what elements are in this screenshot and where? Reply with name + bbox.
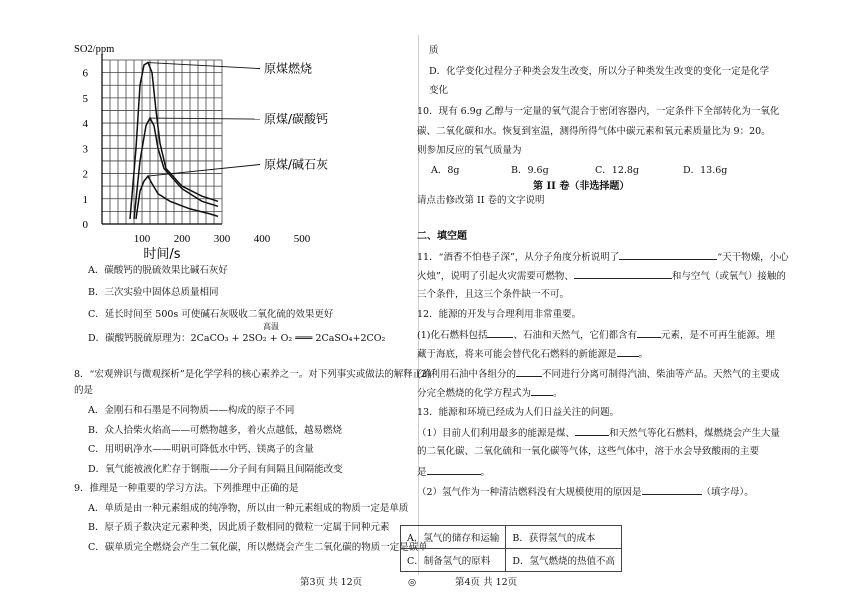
y-axis-label: SO2/ppm [74, 44, 115, 55]
q8-option-a: A．金刚石和石墨是不同物质——构成的原子不同 [88, 405, 295, 416]
q11-blank-2[interactable] [574, 269, 672, 279]
q11-line3: 三个条件，且这三个条件缺一不可。 [417, 289, 570, 300]
q8-option-c: C．用明矾净水——明矾可降低水中钙、镁离子的含量 [88, 444, 314, 455]
volume-ii-note[interactable]: 请点击修改第 II 卷的文字说明 [417, 195, 545, 206]
q12-1-blank-2[interactable] [637, 328, 661, 338]
q13-part1-end [417, 465, 490, 480]
q7-option-a: A．碳酸钙的脱硫效果比碱石灰好 [88, 265, 228, 276]
q13-2-blank[interactable] [642, 485, 702, 495]
q12-stem: 12．能源的开发与合理利用非常重要。 [417, 309, 582, 320]
q12-2-text-c: 分完全燃烧的化学方程式为 [417, 388, 532, 399]
y-tick-label: 1 [82, 193, 88, 206]
series-label: 原煤/碳酸钙 [264, 112, 329, 127]
series-leader-line [150, 118, 260, 119]
q13-1-text-d: 。 [480, 467, 491, 478]
q7-option-c: C．延长时间至 500s 可使碱石灰吸收二氧化硫的效果更好 [88, 309, 334, 320]
page-number-right: 第4页 共 12页 [455, 577, 518, 588]
q8-option-d: D．氧气能被液化贮存于钢瓶——分子间有间隔且间隔能改变 [88, 464, 343, 475]
y-tick-label: 5 [82, 92, 88, 105]
fill-in-section-title: 二、填空题 [417, 231, 467, 242]
q13-part2 [417, 485, 754, 500]
q12-2-blank-2[interactable] [531, 386, 553, 396]
q10-option-b: B．9.6g [511, 165, 549, 176]
q13-part1 [417, 426, 780, 441]
choice-cell-b[interactable]: B．获得氢气的成本 [506, 526, 622, 549]
q11-line1 [417, 250, 789, 265]
q12-part2-cont [417, 386, 563, 401]
series-leader-line [148, 63, 260, 69]
choice-cell-c[interactable]: C．制备氢气的原料 [401, 549, 506, 572]
q10-stem: 10．现有 6.9g 乙醇与一定量的氧气混合于密闭容器内，一定条件下全部转化为一氧化 [417, 106, 780, 117]
q13-1-text-c: 是 [417, 467, 427, 478]
q7-option-b: B．三次实验中固体总质量相同 [88, 287, 219, 298]
q12-part2 [417, 367, 779, 382]
q11-line2 [417, 269, 786, 284]
x-tick-label: 400 [253, 233, 271, 245]
y-tick-label: 4 [82, 118, 88, 131]
q10-option-d: D．13.6g [683, 165, 728, 176]
q9-option-d: D．化学变化过程分子种类会发生改变，所以分子种类发生改变的变化一定是化学 [429, 66, 770, 77]
q9-option-d-cont: 变化 [429, 85, 449, 96]
choice-cell-a[interactable]: A．氢气的储存和运输 [401, 526, 506, 549]
q13-2-text-a: （2）氢气作为一种清洁燃料没有大规模使用的原因是 [417, 487, 642, 498]
x-axis-label: 时间/s [143, 247, 181, 260]
q12-1-text-b: 、石油和天然气，它们都含有 [513, 330, 637, 341]
x-tick-label: 300 [213, 233, 231, 245]
table-row [401, 526, 622, 549]
q12-1-text-e: 。 [638, 349, 649, 360]
y-tick-label: 2 [82, 168, 88, 181]
series-label: 原煤/碱石灰 [264, 157, 329, 172]
q13-1-blank-2[interactable] [427, 465, 481, 475]
q9-stem: 9．推理是一种重要的学习方法。下列推理中正确的是 [74, 483, 299, 494]
q12-2-text-d: 。 [553, 388, 563, 399]
series-label: 原煤燃烧 [264, 61, 313, 76]
q8-stem: 8．“宏观辨识与微观探析”是化学学科的核心素养之一。对下列事实或做法的解释正确 [74, 369, 432, 380]
q12-1-text-d: 藏于海底，将来可能会替代化石燃料的新能源是 [417, 349, 617, 360]
q10-stem-end: 则参加反应的氧气质量为 [417, 145, 522, 156]
q9-option-a: A．单质是由一种元素组成的纯净物，所以由一种元素组成的物质一定是单质 [88, 503, 409, 514]
x-tick-label: 200 [173, 233, 191, 245]
y-tick-label: 0 [82, 219, 88, 231]
q12-2-text-b: 不同进行分离可制得汽油、柴油等产品。天然气的主要成 [541, 369, 780, 380]
x-tick-label: 100 [133, 233, 151, 245]
q13-stem: 13．能源和环境已经成为人们日益关注的问题。 [417, 407, 620, 418]
q11-text-b: “天干物燥，小心 [717, 252, 789, 263]
q12-1-text-a: (1)化石燃料包括 [417, 330, 488, 341]
q12-2-text-a: (2)利用石油中各组分的 [417, 369, 516, 380]
q12-1-text-c: 元素，是不可再生能源。埋 [660, 330, 775, 341]
q13-1-text-a: （1）目前人们利用最多的能源是煤、 [417, 428, 576, 439]
q13-choice-table [400, 525, 622, 572]
q13-1-blank-1[interactable] [575, 426, 609, 436]
y-tick-label: 3 [82, 143, 88, 156]
q11-blank-1[interactable] [619, 250, 717, 260]
q12-1-blank-1[interactable] [487, 328, 513, 338]
q12-1-blank-3[interactable] [617, 347, 639, 357]
q12-2-blank-1[interactable] [516, 367, 542, 377]
q11-text-c: 火烛”，说明了引起火灾需要可燃物、 [417, 271, 574, 282]
q13-2-text-b: （填字母）。 [701, 487, 754, 498]
x-tick-label: 500 [293, 233, 311, 245]
y-tick-label: 6 [82, 67, 88, 80]
q11-text-a: 11．“酒香不怕巷子深”，从分子角度分析说明了 [417, 252, 620, 263]
center-mark: ◎ [408, 577, 417, 588]
q13-part1-cont: 的二氧化碳、二氧化硫和一氧化碳等气体，这些气体中，溶于水会导致酸雨的主要 [417, 446, 760, 457]
q9-option-c: C．碳单质完全燃烧会产生二氧化碳，所以燃烧会产生二氧化碳的物质一定是碳单 [88, 542, 428, 553]
q10-option-c: C．12.8g [595, 165, 640, 176]
q12-part1-cont [417, 347, 648, 362]
q12-part1 [417, 328, 775, 343]
volume-ii-title: 第 II 卷（非选择题） [533, 181, 630, 192]
q8-stem-cont: 的是 [74, 385, 94, 396]
choice-cell-d[interactable]: D．氢气燃烧的热值不高 [506, 549, 622, 572]
q10-stem-cont: 碳、二氧化碳和水。恢复到室温，测得所得气体中碳元素和氧元素质量比为 9：20。 [417, 126, 771, 137]
q7-option-d: D．碳酸钙脱硫原理为：2CaCO₃ + 2SO₂ + O₂ ═══ 2CaSO₄+2CO₂ [88, 333, 386, 344]
page-number-left: 第3页 共 12页 [300, 577, 363, 588]
q11-text-d: 和与空气（或氧气）接触的 [671, 271, 786, 282]
so2-line-chart [60, 38, 420, 260]
table-row [401, 549, 622, 572]
q9-option-b: B．原子质子数决定元素种类，因此质子数相同的微粒一定属于同种元素 [88, 522, 390, 533]
q9-option-c-cont: 质 [429, 45, 439, 56]
q10-option-a: A．8g [431, 165, 460, 176]
q13-1-text-b: 和天然气等化石燃料，煤燃烧会产生大量 [609, 428, 781, 439]
q8-option-b: B．众人拾柴火焰高——可燃物越多，着火点越低，越易燃烧 [88, 425, 342, 436]
reaction-condition: 高温 [263, 322, 279, 331]
